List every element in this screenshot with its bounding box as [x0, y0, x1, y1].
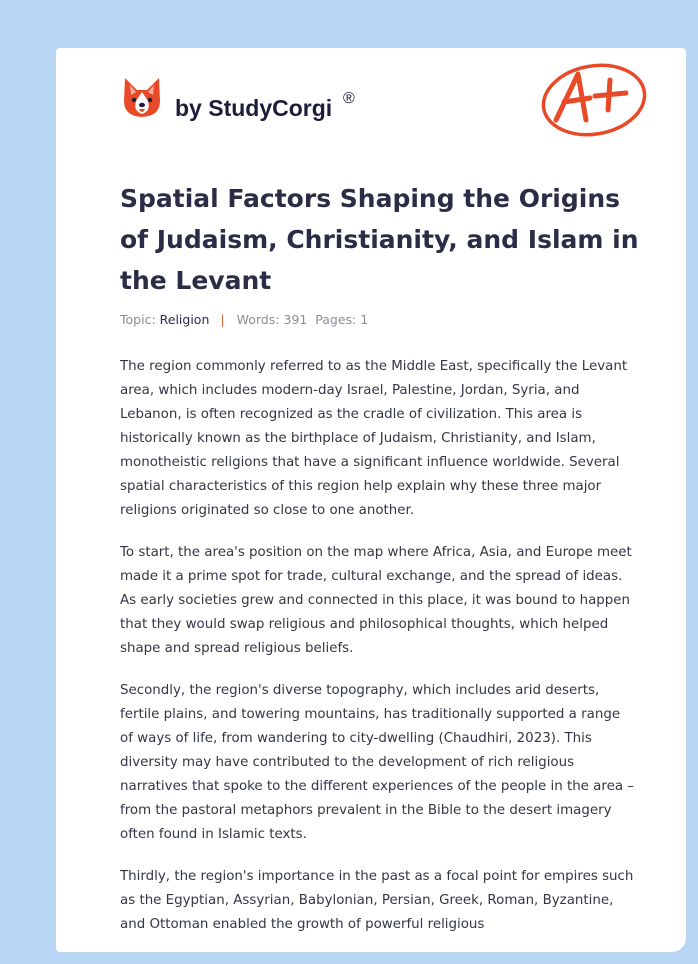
registered-mark: ® — [343, 90, 355, 107]
pages-label: Pages: — [315, 312, 357, 327]
corgi-icon — [122, 77, 162, 119]
article-body — [120, 355, 636, 952]
page-title: Spatial Factors Shaping the Origins of Judaism, Christianity, and Islam in the Levant — [120, 184, 639, 295]
topic-link[interactable]: Religion — [159, 312, 210, 327]
words-label: Words: — [236, 312, 280, 327]
paragraph: Secondly, the region's diverse topography, which includes arid deserts, fertile plains, and towering mountains, has traditionally supported a range of ways of life, from wandering to city-dwelling (Chaudhiri, 2023). This diversity may have contributed to the development of rich religious narratives that spoke to the different experiences of the people in the area – from the pastoral metaphors prevalent in the Bible to the desert imagery often found in Islamic texts. — [120, 683, 634, 842]
meta-separator: | — [220, 312, 225, 327]
paragraph: To start, the area's position on the map where Africa, Asia, and Europe meet made it a prime spot for trade, cultural exchange, and the spread of ideas. As early societies grew and connected in this place, it was bound to happen that they would swap religious and philosophical thoughts, which helped shape and spread religious beliefs. — [120, 545, 632, 656]
paragraph: Thirdly, the region's importance in the past as a focal point for empires such as the Egyptian, Assyrian, Babylonian, Persian, Greek, Roman, Byzantine, and Ottoman enabled the growth of powerful religious — [120, 869, 634, 932]
paragraph: The region commonly referred to as the Middle East, specifically the Levant area, which includes modern-day Israel, Palestine, Jordan, Syria, and Lebanon, is often recognized as the cradle of civilization. This area is historically known as the birthplace of Judaism, Christianity, and Islam, monotheistic religions that have a significant influence worldwide. Several spatial characteristics of this region help explain why these three major religions originated so close to one another. — [120, 359, 628, 518]
article-meta — [120, 312, 368, 327]
topic-label: Topic: — [120, 312, 156, 327]
document-page — [56, 48, 686, 952]
brand-name[interactable]: by StudyCorgi — [175, 95, 333, 121]
a-plus-icon — [538, 58, 648, 140]
pages-count: 1 — [360, 312, 369, 327]
words-count: 391 — [283, 312, 308, 327]
